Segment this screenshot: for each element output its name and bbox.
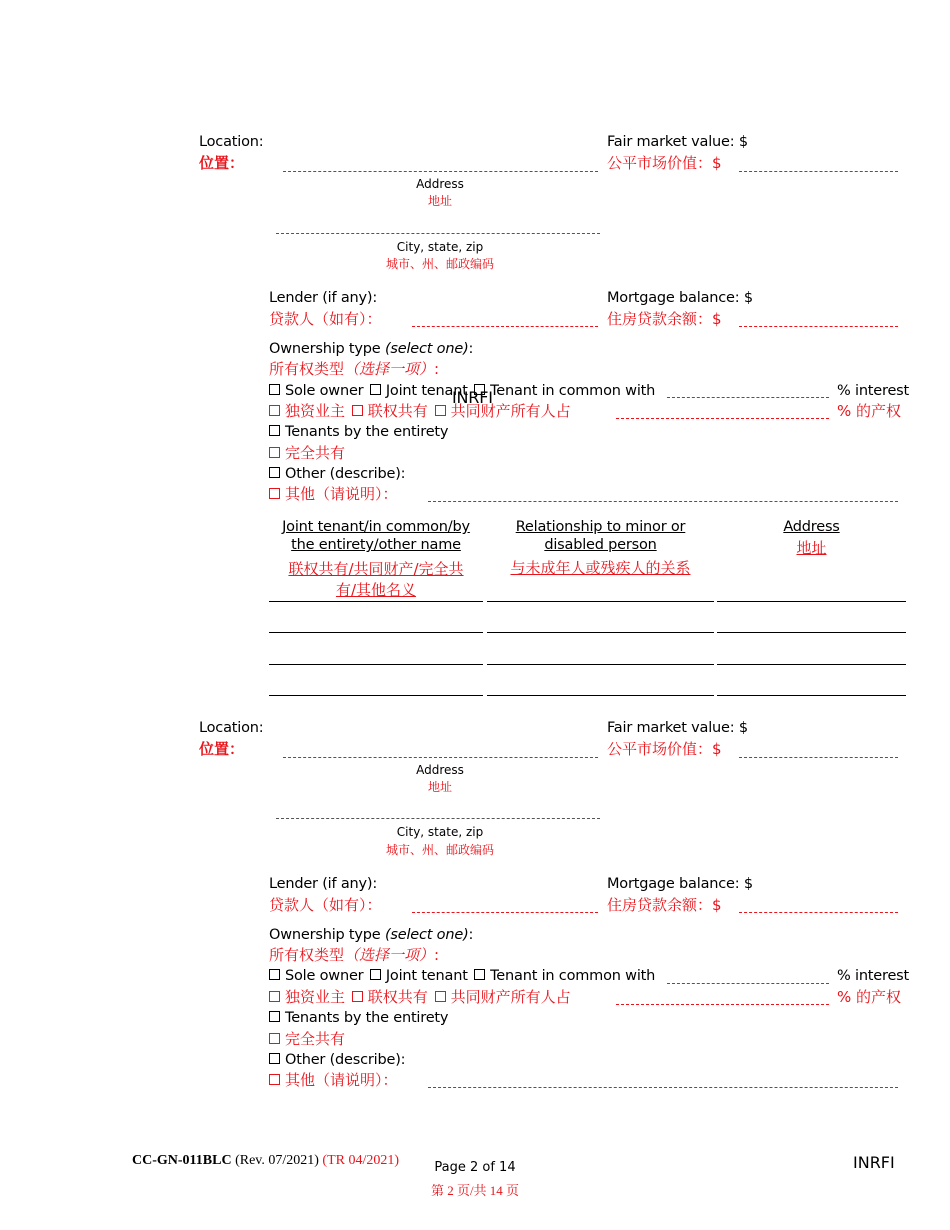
- page-number-zh: 第 2 页/共 14 页: [430, 1183, 520, 1198]
- ownership-type-hint: (select one): [384, 341, 469, 357]
- entirety-label-zh: 完全共有: [285, 444, 346, 462]
- tenant-in-common-label: Tenant in common with: [490, 968, 656, 984]
- interest-label: % interest: [837, 383, 910, 399]
- tenant-in-common-checkbox-zh[interactable]: [435, 991, 446, 1002]
- ownership-type-text-zh: 所有权类型: [269, 360, 345, 378]
- sole-owner-label-zh: 独资业主: [285, 402, 346, 420]
- address-caption: Address: [416, 763, 464, 777]
- lender-label-zh: 贷款人（如有）：: [269, 896, 382, 914]
- other-checkbox-zh[interactable]: [269, 488, 280, 499]
- table-row-cell[interactable]: [269, 695, 483, 696]
- entirety-checkbox[interactable]: [269, 1011, 280, 1022]
- table-row-cell[interactable]: [487, 664, 714, 665]
- table-row-cell[interactable]: [269, 664, 483, 665]
- city-state-zip-field[interactable]: [276, 818, 600, 819]
- entirety-checkbox-zh[interactable]: [269, 1033, 280, 1044]
- mortgage-balance-field[interactable]: [739, 326, 898, 327]
- col-header-name-zh: [269, 559, 483, 601]
- fair-market-value-field[interactable]: [739, 757, 898, 758]
- col-header-address-zh: [717, 539, 906, 557]
- joint-tenant-checkbox[interactable]: [370, 384, 381, 395]
- other-label: Other (describe):: [285, 466, 406, 482]
- entirety-checkbox-zh[interactable]: [269, 447, 280, 458]
- city-caption-zh: 城市、州、邮政编码: [385, 843, 494, 857]
- tenant-in-common-checkbox-zh[interactable]: [435, 405, 446, 416]
- other-describe-field[interactable]: [428, 1087, 898, 1088]
- entirety-option: [269, 423, 448, 441]
- ownership-type-label: [269, 340, 473, 358]
- joint-tenant-label-zh: 联权共有: [367, 402, 428, 420]
- ownership-type-label-zh: [269, 360, 439, 378]
- ownership-type-colon-zh: :: [434, 360, 440, 378]
- fair-market-value-label-zh: 公平市场价值：$: [607, 740, 722, 758]
- col-header-relationship-line2: disabled person: [544, 537, 657, 553]
- table-row-cell[interactable]: [269, 632, 483, 633]
- col-header-name: [269, 518, 483, 554]
- ownership-type-label-zh: [269, 946, 439, 964]
- sole-owner-label: Sole owner: [285, 968, 364, 984]
- entirety-option: [269, 1009, 448, 1027]
- sole-owner-checkbox[interactable]: [269, 969, 280, 980]
- joint-tenant-label-zh: 联权共有: [367, 988, 428, 1006]
- entirety-label: Tenants by the entirety: [285, 1010, 449, 1026]
- tenant-in-common-name-field-zh[interactable]: [616, 1004, 829, 1005]
- table-row-cell[interactable]: [487, 601, 714, 602]
- other-option: [269, 465, 405, 483]
- ownership-type-hint-zh: （选择一项）: [344, 360, 435, 378]
- lender-field[interactable]: [412, 326, 598, 327]
- other-checkbox[interactable]: [269, 467, 280, 478]
- address-caption: Address: [416, 177, 464, 191]
- tenant-in-common-name-field[interactable]: [667, 983, 829, 984]
- city-caption: City, state, zip: [396, 825, 484, 839]
- joint-tenant-checkbox-zh[interactable]: [352, 991, 363, 1002]
- ownership-type-colon: :: [468, 927, 474, 943]
- sole-owner-checkbox-zh[interactable]: [269, 405, 280, 416]
- location-address-field[interactable]: [283, 757, 598, 758]
- table-row-cell[interactable]: [717, 664, 906, 665]
- ownership-type-colon: :: [468, 341, 474, 357]
- ownership-type-hint: (select one): [384, 927, 469, 943]
- lender-label: Lender (if any):: [269, 290, 378, 306]
- city-caption: City, state, zip: [396, 240, 484, 254]
- table-row-cell[interactable]: [717, 601, 906, 602]
- lender-label-zh: 贷款人（如有）：: [269, 310, 382, 328]
- address-caption-zh: 地址: [427, 194, 452, 208]
- footer-code: INRFI: [853, 1153, 895, 1172]
- ownership-type-text-zh: 所有权类型: [269, 946, 345, 964]
- tenant-in-common-name-field-zh[interactable]: [616, 418, 829, 419]
- col-header-relationship: [487, 518, 714, 554]
- fair-market-value-label: Fair market value: $: [607, 720, 748, 736]
- table-row-cell[interactable]: [487, 632, 714, 633]
- form-id: CC-GN-011BLC: [132, 1153, 232, 1168]
- interest-label: % interest: [837, 968, 910, 984]
- col-header-name-line1: Joint tenant/in common/by: [282, 519, 470, 535]
- table-row-cell[interactable]: [717, 632, 906, 633]
- tenant-in-common-label-zh: 共同财产所有人占: [450, 988, 571, 1006]
- sole-owner-checkbox[interactable]: [269, 384, 280, 395]
- col-header-name-zh-line2: 有/其他名义: [335, 581, 417, 599]
- entirety-label: Tenants by the entirety: [285, 424, 449, 440]
- location-address-field[interactable]: [283, 171, 598, 172]
- col-header-address-zh-text: 地址: [796, 539, 827, 557]
- interest-label-zh: % 的产权: [837, 988, 902, 1006]
- entirety-checkbox[interactable]: [269, 425, 280, 436]
- lender-field[interactable]: [412, 912, 598, 913]
- inrfi-overlay-stamp: INRFI: [452, 388, 493, 407]
- tenant-in-common-checkbox[interactable]: [474, 969, 485, 980]
- ownership-type-text: Ownership type: [269, 927, 385, 943]
- mortgage-balance-field[interactable]: [739, 912, 898, 913]
- col-header-relationship-line1: Relationship to minor or: [515, 519, 686, 535]
- fair-market-value-label-zh: 公平市场价值：$: [607, 154, 722, 172]
- joint-tenant-label: Joint tenant: [385, 383, 468, 399]
- page-number: Page 2 of 14: [434, 1160, 516, 1175]
- other-label: Other (describe):: [285, 1052, 406, 1068]
- form-revision: (Rev. 07/2021): [235, 1153, 319, 1168]
- table-row-cell[interactable]: [717, 695, 906, 696]
- city-state-zip-field[interactable]: [276, 233, 600, 234]
- other-option-zh: [269, 1071, 398, 1089]
- mortgage-balance-label: Mortgage balance: $: [607, 876, 753, 892]
- tenant-in-common-name-field[interactable]: [667, 397, 829, 398]
- tenant-in-common-label: Tenant in common with: [490, 383, 656, 399]
- other-option-zh: [269, 485, 398, 503]
- mortgage-balance-label-zh: 住房贷款余额：$: [607, 896, 722, 914]
- other-checkbox[interactable]: [269, 1053, 280, 1064]
- mortgage-balance-label: Mortgage balance: $: [607, 290, 753, 306]
- lender-label: Lender (if any):: [269, 876, 378, 892]
- col-header-relationship-zh: [487, 559, 714, 577]
- col-header-address-text: Address: [783, 519, 840, 535]
- sole-owner-checkbox-zh[interactable]: [269, 991, 280, 1002]
- ownership-type-colon-zh: :: [434, 946, 440, 964]
- col-header-relationship-zh-text: 与未成年人或残疾人的关系: [510, 559, 691, 577]
- sole-owner-label-zh: 独资业主: [285, 988, 346, 1006]
- entirety-label-zh: 完全共有: [285, 1030, 346, 1048]
- mortgage-balance-label-zh: 住房贷款余额：$: [607, 310, 722, 328]
- tenant-in-common-label-zh: 共同财产所有人占: [450, 402, 571, 420]
- other-label-zh: 其他（请说明）：: [285, 485, 398, 503]
- interest-label-zh: % 的产权: [837, 402, 902, 420]
- other-checkbox-zh[interactable]: [269, 1074, 280, 1085]
- other-label-zh: 其他（请说明）：: [285, 1071, 398, 1089]
- form-translation-date: (TR 04/2021): [322, 1153, 400, 1168]
- city-caption-zh: 城市、州、邮政编码: [385, 257, 494, 271]
- entirety-option-zh: [269, 1030, 345, 1048]
- location-label-zh: 位置：: [199, 154, 245, 172]
- ownership-type-hint-zh: （选择一项）: [344, 946, 435, 964]
- fair-market-value-label: Fair market value: $: [607, 134, 748, 150]
- entirety-option-zh: [269, 444, 345, 462]
- other-option: [269, 1051, 405, 1069]
- ownership-type-label: [269, 926, 473, 944]
- joint-tenant-label: Joint tenant: [385, 968, 468, 984]
- location-label: Location:: [199, 720, 264, 736]
- form-identifier: [132, 1153, 399, 1169]
- col-header-name-line2: the entirety/other name: [291, 537, 461, 553]
- sole-owner-label: Sole owner: [285, 383, 364, 399]
- fair-market-value-field[interactable]: [739, 171, 898, 172]
- other-describe-field[interactable]: [428, 501, 898, 502]
- table-row-cell[interactable]: [487, 695, 714, 696]
- location-label-zh: 位置：: [199, 740, 245, 758]
- col-header-name-zh-line1: 联权共有/共同财产/完全共: [288, 560, 464, 578]
- ownership-options-row-zh: [269, 402, 571, 420]
- joint-tenant-checkbox-zh[interactable]: [352, 405, 363, 416]
- address-caption-zh: 地址: [427, 780, 452, 794]
- location-label: Location:: [199, 134, 264, 150]
- table-row-cell[interactable]: [269, 601, 483, 602]
- col-header-address: [717, 518, 906, 536]
- ownership-options-row-zh: [269, 988, 571, 1006]
- joint-tenant-checkbox[interactable]: [370, 969, 381, 980]
- ownership-options-row: [269, 967, 655, 985]
- ownership-type-text: Ownership type: [269, 341, 385, 357]
